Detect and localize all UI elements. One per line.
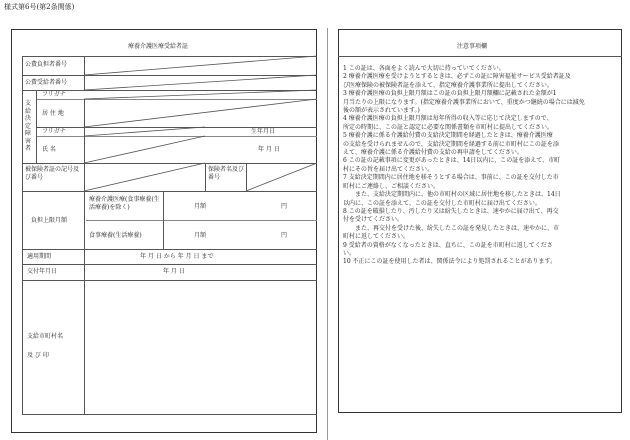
notice-line: 10 不正にこの証を使用した者は、関係法令により処罰されることがあります。 (343, 258, 557, 266)
name-label: 氏 名 (42, 146, 56, 153)
food-cost-label: 食事療養(生活療養) (89, 232, 142, 239)
notice-line: 付を受けてください。 (343, 216, 404, 224)
medical-monthly-label: 月額 (194, 203, 207, 210)
notice-line: 町村にご連絡し、ご相談ください。 (343, 182, 440, 190)
notice-list (343, 65, 615, 267)
seal-label: 及 び 印 (27, 352, 49, 359)
insurer-number-label: 保険者名及び番号 (208, 166, 245, 181)
furigana2-label: フリガナ (42, 128, 66, 135)
dob-ymd: 年 月 日 (258, 146, 280, 153)
form-number-label: 様式第6号(第2条関係) (4, 3, 75, 11)
notice-line: 6 この証の記載事項に変更があったときは、14日以内に、この証を添えて、市町 (343, 157, 561, 165)
notice-line: い。 (343, 249, 356, 257)
municipality-label: 支給市町村名 (27, 333, 64, 340)
notice-line: 7 支給決定期間内に居住地を移そうとする場合は、事前に、この証を交付した市 (343, 174, 559, 182)
notice-line: 町村に返してください。 (343, 233, 410, 241)
limit-label: 負担上限月額 (31, 217, 68, 224)
issue-date-label: 交付年月日 (27, 268, 58, 275)
medical-yen: 円 (281, 203, 288, 210)
notice-line: び医療保険の被保険者証を添えて、指定療養介護事業所に提出してください。 (343, 81, 553, 89)
notice-line: 8 この証を破損したり、汚したり又は紛失したときは、速やかに届け出て、再交 (343, 207, 559, 215)
address-label: 居 住 地 (42, 110, 64, 117)
notice-line: 所定の時期に、この証と認定に必要な関係書類を市町村に提出してください。 (343, 123, 554, 131)
notice-line: 月当たりの上限になります。(指定療養介護事業所において、重度かつ継続の場合には減免 (343, 98, 585, 106)
food-yen: 円 (281, 232, 288, 239)
notice-title: 注意事項欄 (457, 43, 488, 50)
notice-line: また、再交付を受けた後、紛失したこの証を発見したときは、速やかに、市 (355, 224, 560, 232)
notice-line: 後の額が表示されています。) (343, 107, 420, 115)
notice-line: 村にその旨を届け出てください。 (343, 165, 434, 173)
notice-line: また、支給決定期間内に、他の市町村の区域に居住地を移したときは、14日 (355, 191, 561, 199)
period-value: 年 月 日 から 年 月 日 まで (140, 253, 214, 260)
notice-line: の支給を受けられませんので、支給決定期間を経過する前に市町村にこの証を添 (343, 140, 559, 148)
insured-card-label: 被保険者証の記号及び番号 (25, 166, 80, 181)
notice-line: 2 療養介護医療を受けようとするときは、必ずこの証に障害福祉サービス受給者証及 (343, 73, 571, 81)
notice-line: 4 療養介護医療の負担上限月額は毎年所得の収入等に応じて決定しますので、 (343, 115, 553, 123)
payer-number-label: 公費負担者番号 (25, 61, 68, 68)
notice-line: 1 この証は、各面をよく読んで大切に持っていてください。 (343, 65, 505, 72)
food-monthly-label: 月額 (194, 232, 207, 239)
notice-line: えて、療養介護に係る介護給付費の支給の再申請をしてください。 (343, 149, 523, 157)
furigana-label: フリガナ (42, 91, 66, 98)
certificate-title: 療養介護医療受給者証 (128, 43, 189, 50)
issue-date-value: 年 月 日 (163, 268, 185, 275)
notice-line: 9 受給者の資格がなくなったときは、直ちに、この証を市町村に返してくださ (343, 241, 553, 249)
notice-line: 5 療養介護に係る介護給付費の支給決定期間を経過したときは、療養介護医療 (343, 132, 553, 140)
notice-line: 以内に、この証を添えて、この証を交付した市町村に届け出てください。 (343, 199, 541, 207)
medical-cost-label: 療養介護医療(食事療養(生活療養)を除く) (89, 196, 160, 211)
dob-label: 生年月日 (251, 128, 276, 135)
section-label: 支給決定障害者 (25, 100, 32, 152)
notice-line: 3 療養介護医療の負担上限月額はこの証の負担上限月額欄に記載された金額が1 (343, 90, 557, 98)
recipient-number-label: 公費受給者番号 (25, 79, 68, 86)
period-label: 適用期間 (27, 253, 52, 260)
